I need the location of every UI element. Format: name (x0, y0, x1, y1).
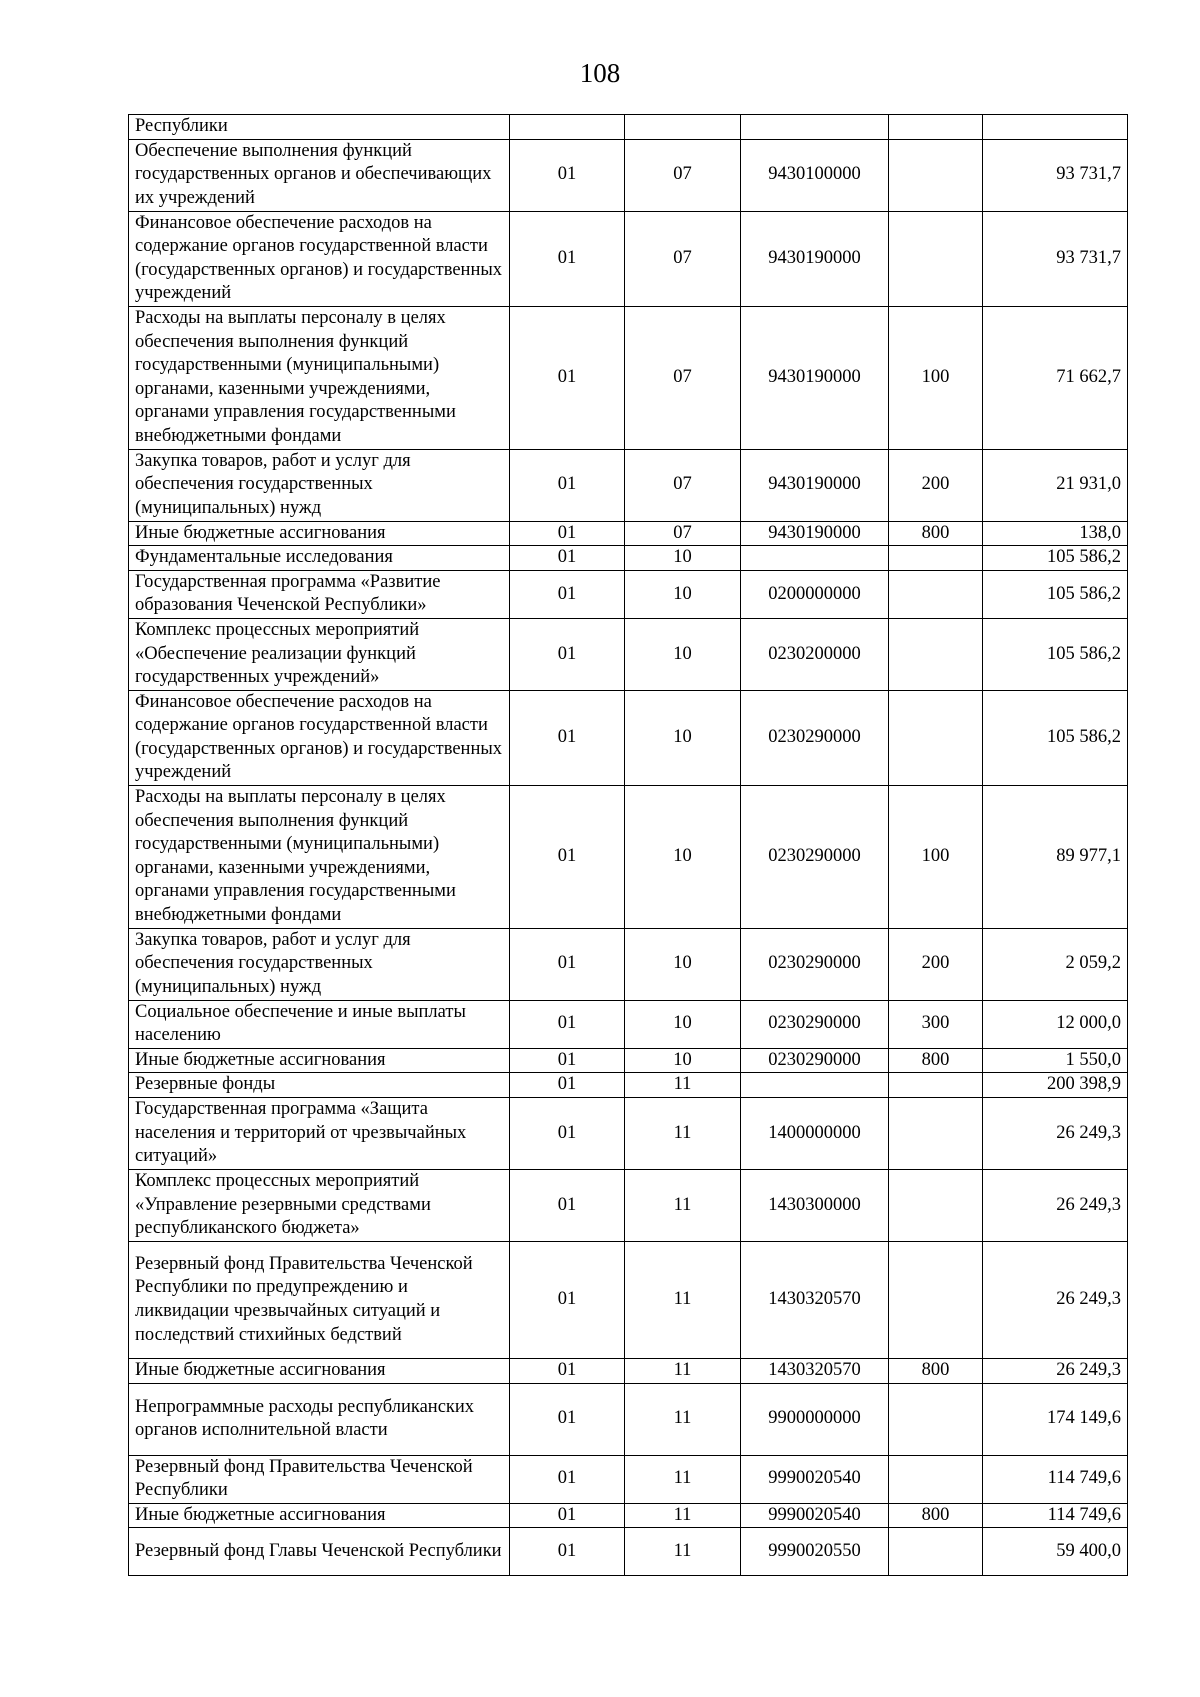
cell-name: Резервный фонд Правительства Чеченской Республики (129, 1455, 510, 1503)
cell-amount: 93 731,7 (983, 211, 1128, 306)
cell-amount: 138,0 (983, 521, 1128, 546)
cell-name: Государственная программа «Развитие образования Чеченской Республики» (129, 570, 510, 618)
cell-name: Иные бюджетные ассигнования (129, 1503, 510, 1528)
cell-name: Финансовое обеспечение расходов на содержание органов государственной власти (государственных органов) и государственных учреждений (129, 690, 510, 785)
cell-subsection: 10 (625, 570, 741, 618)
cell-expense-type: 300 (889, 1000, 983, 1048)
cell-subsection: 10 (625, 618, 741, 690)
cell-subsection: 10 (625, 546, 741, 571)
cell-expense-type: 800 (889, 1503, 983, 1528)
cell-subsection (625, 115, 741, 140)
cell-name: Иные бюджетные ассигнования (129, 1048, 510, 1073)
cell-amount: 105 586,2 (983, 570, 1128, 618)
cell-section: 01 (510, 449, 625, 521)
table-row (129, 139, 1128, 211)
cell-amount: 26 249,3 (983, 1359, 1128, 1384)
cell-section: 01 (510, 928, 625, 1000)
cell-subsection: 11 (625, 1455, 741, 1503)
cell-target-article (741, 115, 889, 140)
cell-subsection: 11 (625, 1528, 741, 1576)
table-row (129, 928, 1128, 1000)
cell-section: 01 (510, 618, 625, 690)
cell-amount: 105 586,2 (983, 546, 1128, 571)
cell-section: 01 (510, 1073, 625, 1098)
cell-name: Закупка товаров, работ и услуг для обеспечения государственных (муниципальных) нужд (129, 449, 510, 521)
table-row (129, 1170, 1128, 1242)
cell-subsection: 11 (625, 1098, 741, 1170)
cell-expense-type: 200 (889, 928, 983, 1000)
cell-expense-type (889, 1073, 983, 1098)
cell-name: Резервные фонды (129, 1073, 510, 1098)
cell-name: Резервный фонд Главы Чеченской Республики (129, 1528, 510, 1576)
cell-section: 01 (510, 1455, 625, 1503)
cell-amount: 105 586,2 (983, 690, 1128, 785)
cell-expense-type: 800 (889, 1048, 983, 1073)
cell-section: 01 (510, 1528, 625, 1576)
cell-section: 01 (510, 1170, 625, 1242)
cell-subsection: 11 (625, 1170, 741, 1242)
table-row (129, 618, 1128, 690)
cell-name: Иные бюджетные ассигнования (129, 521, 510, 546)
cell-subsection: 10 (625, 1048, 741, 1073)
table-row (129, 211, 1128, 306)
table-row (129, 1098, 1128, 1170)
cell-subsection: 11 (625, 1503, 741, 1528)
cell-expense-type (889, 570, 983, 618)
cell-amount: 21 931,0 (983, 449, 1128, 521)
table-row (129, 306, 1128, 449)
cell-name: Государственная программа «Защита населения и территорий от чрезвычайных ситуаций» (129, 1098, 510, 1170)
cell-name: Социальное обеспечение и иные выплаты населению (129, 1000, 510, 1048)
cell-amount: 93 731,7 (983, 139, 1128, 211)
cell-amount (983, 115, 1128, 140)
table-row (129, 1528, 1128, 1576)
cell-subsection: 11 (625, 1073, 741, 1098)
cell-section: 01 (510, 786, 625, 929)
cell-amount: 114 749,6 (983, 1503, 1128, 1528)
cell-target-article: 0230290000 (741, 1048, 889, 1073)
cell-amount: 1 550,0 (983, 1048, 1128, 1073)
cell-name: Непрограммные расходы республиканских органов исполнительной власти (129, 1383, 510, 1455)
cell-target-article (741, 1073, 889, 1098)
table-row (129, 1383, 1128, 1455)
cell-name: Республики (129, 115, 510, 140)
cell-target-article: 9430190000 (741, 521, 889, 546)
cell-amount: 89 977,1 (983, 786, 1128, 929)
cell-section: 01 (510, 211, 625, 306)
budget-table (128, 114, 1128, 1576)
cell-expense-type (889, 139, 983, 211)
table-row (129, 115, 1128, 140)
cell-target-article: 0230290000 (741, 928, 889, 1000)
cell-expense-type (889, 1455, 983, 1503)
cell-amount: 26 249,3 (983, 1242, 1128, 1359)
cell-subsection: 11 (625, 1383, 741, 1455)
cell-target-article (741, 546, 889, 571)
cell-target-article: 9990020540 (741, 1455, 889, 1503)
table-row (129, 1242, 1128, 1359)
cell-section: 01 (510, 570, 625, 618)
cell-target-article: 1430320570 (741, 1242, 889, 1359)
table-row (129, 546, 1128, 571)
cell-expense-type (889, 1170, 983, 1242)
cell-amount: 114 749,6 (983, 1455, 1128, 1503)
cell-name: Комплекс процессных мероприятий «Управление резервными средствами республиканского бюджета» (129, 1170, 510, 1242)
cell-name: Комплекс процессных мероприятий «Обеспечение реализации функций государственных учреждений» (129, 618, 510, 690)
table-row (129, 449, 1128, 521)
cell-target-article: 9430190000 (741, 449, 889, 521)
table-row (129, 521, 1128, 546)
cell-section: 01 (510, 139, 625, 211)
cell-expense-type (889, 211, 983, 306)
cell-subsection: 07 (625, 306, 741, 449)
table-row (129, 1048, 1128, 1073)
cell-section: 01 (510, 521, 625, 546)
table-row (129, 1455, 1128, 1503)
cell-section: 01 (510, 306, 625, 449)
cell-subsection: 11 (625, 1242, 741, 1359)
cell-subsection: 07 (625, 139, 741, 211)
cell-target-article: 9990020550 (741, 1528, 889, 1576)
cell-expense-type (889, 1098, 983, 1170)
cell-target-article: 0230290000 (741, 786, 889, 929)
cell-expense-type (889, 1383, 983, 1455)
cell-name: Расходы на выплаты персоналу в целях обеспечения выполнения функций государственными (муниципальными) органами, казенными учреждениями, органами управления государственными внебюджетными фондами (129, 786, 510, 929)
cell-name: Иные бюджетные ассигнования (129, 1359, 510, 1384)
table-row (129, 1073, 1128, 1098)
cell-name: Фундаментальные исследования (129, 546, 510, 571)
cell-expense-type (889, 618, 983, 690)
cell-target-article: 9430190000 (741, 306, 889, 449)
cell-target-article: 1430320570 (741, 1359, 889, 1384)
cell-subsection: 07 (625, 449, 741, 521)
table-row (129, 570, 1128, 618)
cell-target-article: 9430190000 (741, 211, 889, 306)
budget-table-body (129, 115, 1128, 1576)
cell-target-article: 0230290000 (741, 1000, 889, 1048)
cell-section: 01 (510, 690, 625, 785)
cell-expense-type (889, 115, 983, 140)
cell-amount: 105 586,2 (983, 618, 1128, 690)
table-row (129, 1000, 1128, 1048)
cell-section (510, 115, 625, 140)
cell-subsection: 11 (625, 1359, 741, 1384)
cell-expense-type: 800 (889, 521, 983, 546)
table-row (129, 690, 1128, 785)
cell-name: Резервный фонд Правительства Чеченской Республики по предупреждению и ликвидации чрезвычайных ситуаций и последствий стихийных бедствий (129, 1242, 510, 1359)
cell-target-article: 9900000000 (741, 1383, 889, 1455)
cell-expense-type: 800 (889, 1359, 983, 1384)
cell-name: Закупка товаров, работ и услуг для обеспечения государственных (муниципальных) нужд (129, 928, 510, 1000)
cell-section: 01 (510, 1048, 625, 1073)
cell-section: 01 (510, 1503, 625, 1528)
cell-expense-type: 200 (889, 449, 983, 521)
cell-target-article: 0230200000 (741, 618, 889, 690)
table-row (129, 786, 1128, 929)
cell-subsection: 10 (625, 690, 741, 785)
cell-subsection: 10 (625, 1000, 741, 1048)
cell-subsection: 07 (625, 521, 741, 546)
cell-target-article: 1400000000 (741, 1098, 889, 1170)
cell-amount: 26 249,3 (983, 1170, 1128, 1242)
cell-amount: 200 398,9 (983, 1073, 1128, 1098)
cell-section: 01 (510, 1098, 625, 1170)
cell-amount: 59 400,0 (983, 1528, 1128, 1576)
cell-name: Расходы на выплаты персоналу в целях обеспечения выполнения функций государственными (муниципальными) органами, казенными учреждениями, органами управления государственными внебюджетными фондами (129, 306, 510, 449)
cell-amount: 174 149,6 (983, 1383, 1128, 1455)
cell-section: 01 (510, 1359, 625, 1384)
cell-subsection: 10 (625, 928, 741, 1000)
cell-subsection: 10 (625, 786, 741, 929)
cell-expense-type (889, 690, 983, 785)
cell-expense-type (889, 546, 983, 571)
cell-amount: 71 662,7 (983, 306, 1128, 449)
cell-name: Обеспечение выполнения функций государственных органов и обеспечивающих их учреждений (129, 139, 510, 211)
cell-section: 01 (510, 1383, 625, 1455)
table-row (129, 1359, 1128, 1384)
cell-target-article: 1430300000 (741, 1170, 889, 1242)
cell-target-article: 9990020540 (741, 1503, 889, 1528)
cell-target-article: 0230290000 (741, 690, 889, 785)
cell-target-article: 9430100000 (741, 139, 889, 211)
cell-amount: 26 249,3 (983, 1098, 1128, 1170)
cell-section: 01 (510, 1000, 625, 1048)
cell-name: Финансовое обеспечение расходов на содержание органов государственной власти (государственных органов) и государственных учреждений (129, 211, 510, 306)
cell-target-article: 0200000000 (741, 570, 889, 618)
cell-expense-type: 100 (889, 306, 983, 449)
cell-subsection: 07 (625, 211, 741, 306)
page-number: 108 (579, 58, 621, 88)
cell-section: 01 (510, 546, 625, 571)
cell-amount: 12 000,0 (983, 1000, 1128, 1048)
cell-amount: 2 059,2 (983, 928, 1128, 1000)
cell-expense-type: 100 (889, 786, 983, 929)
cell-section: 01 (510, 1242, 625, 1359)
cell-expense-type (889, 1528, 983, 1576)
table-row (129, 1503, 1128, 1528)
cell-expense-type (889, 1242, 983, 1359)
